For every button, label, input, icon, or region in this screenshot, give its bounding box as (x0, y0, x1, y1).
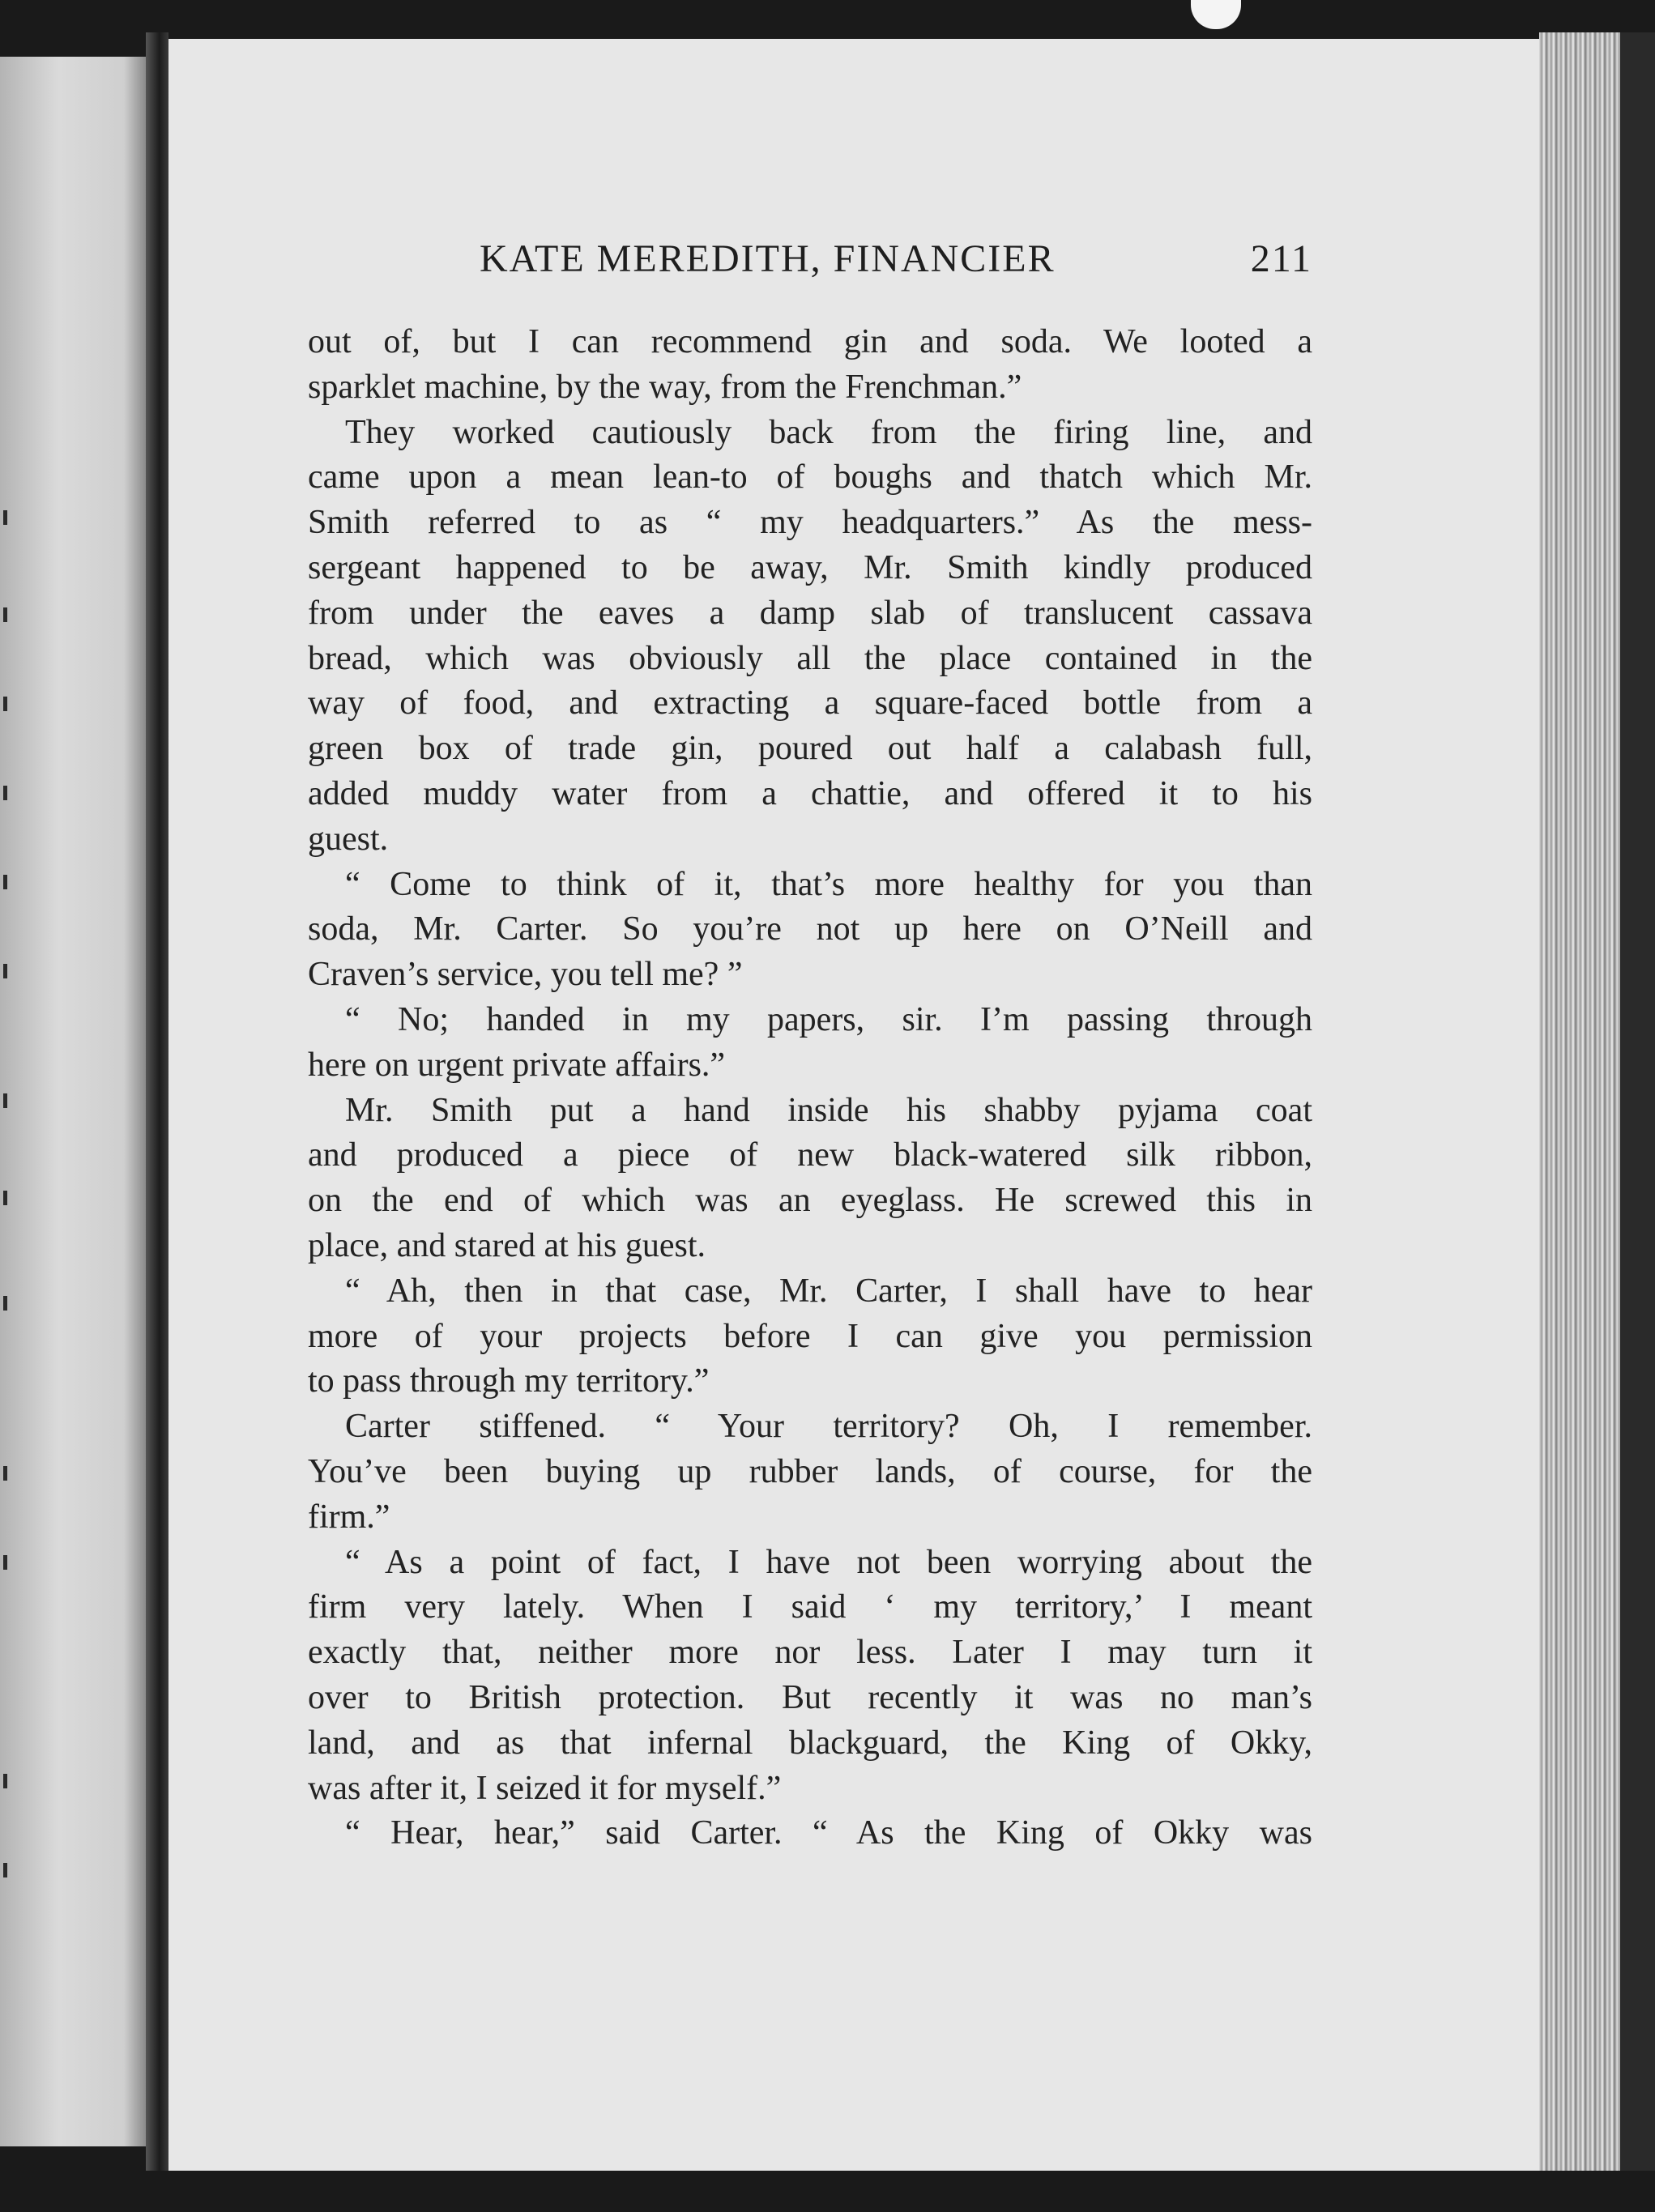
text-line: place, and stared at his guest. (308, 1226, 706, 1264)
text-line: Craven’s service, you tell me? ” (308, 956, 743, 994)
page-stack-edge (1539, 32, 1620, 2171)
text-line: They worked cautiously back from the firing line, and (345, 413, 1312, 451)
text-line: over to British protection. But recently it was no man’s (308, 1678, 1312, 1716)
page-number: 211 (1250, 237, 1312, 280)
text-line: “ Ah, then in that case, Mr. Carter, I shall have to hear (345, 1272, 1312, 1310)
text-line: green box of trade gin, poured out half a calabash full, (308, 730, 1312, 768)
book-gutter (146, 32, 168, 2171)
text-line: on the end of which was an eyeglass. He screwed this in (308, 1182, 1312, 1220)
text-line: bread, which was obviously all the place contained in the (308, 639, 1312, 677)
scan-artifact (1191, 0, 1241, 29)
text-line: “ Hear, hear,” said Carter. “ As the King of Okky was (345, 1814, 1312, 1852)
text-line: here on urgent private affairs.” (308, 1046, 726, 1084)
text-line: more of your projects before I can give you permission (308, 1317, 1312, 1355)
text-line: land, and as that infernal blackguard, the King of Okky, (308, 1724, 1312, 1762)
text-line: was after it, I seized it for myself.” (308, 1769, 782, 1807)
text-line: Carter stiffened. “ Your territory? Oh, I remember. (345, 1408, 1312, 1446)
text-line: to pass through my territory.” (308, 1362, 710, 1400)
text-line: sergeant happened to be away, Mr. Smith kindly produced (308, 548, 1312, 586)
text-line: added muddy water from a chattie, and offered it to his (308, 774, 1312, 812)
facing-page-edge (0, 57, 146, 2146)
text-line: exactly that, neither more nor less. Later I may turn it (308, 1634, 1312, 1672)
text-line: sparklet machine, by the way, from the Frenchman.” (308, 368, 1022, 406)
text-line: way of food, and extracting a square-faced bottle from a (308, 684, 1312, 722)
text-line: came upon a mean lean-to of boughs and thatch which Mr. (308, 458, 1312, 497)
text-line: Mr. Smith put a hand inside his shabby pyjama coat (345, 1091, 1312, 1129)
text-line: “ Come to think of it, that’s more healthy for you than (345, 865, 1312, 903)
text-line: firm.” (308, 1498, 390, 1536)
text-line: You’ve been buying up rubber lands, of course, for the (308, 1452, 1312, 1490)
text-line: “ No; handed in my papers, sir. I’m passing through (345, 1000, 1312, 1038)
scan-artifact (802, 2174, 815, 2192)
text-line: from under the eaves a damp slab of translucent cassava (308, 594, 1312, 632)
running-title: KATE MEREDITH, FINANCIER (480, 237, 1056, 280)
book-cover-edge (1620, 32, 1655, 2171)
text-line: soda, Mr. Carter. So you’re not up here on O’Neill and (308, 910, 1312, 948)
page-header (308, 237, 1312, 285)
text-line: guest. (308, 820, 389, 858)
text-line: and produced a piece of new black-watered silk ribbon, (308, 1136, 1312, 1174)
text-line: out of, but I can recommend gin and soda. We looted a (308, 323, 1312, 360)
body-text (308, 320, 1312, 1856)
text-line: Smith referred to as “ my headquarters.” As the mess- (308, 504, 1312, 542)
text-line: “ As a point of fact, I have not been worrying about the (345, 1543, 1312, 1581)
text-line: firm very lately. When I said ‘ my territory,’ I meant (308, 1588, 1312, 1626)
